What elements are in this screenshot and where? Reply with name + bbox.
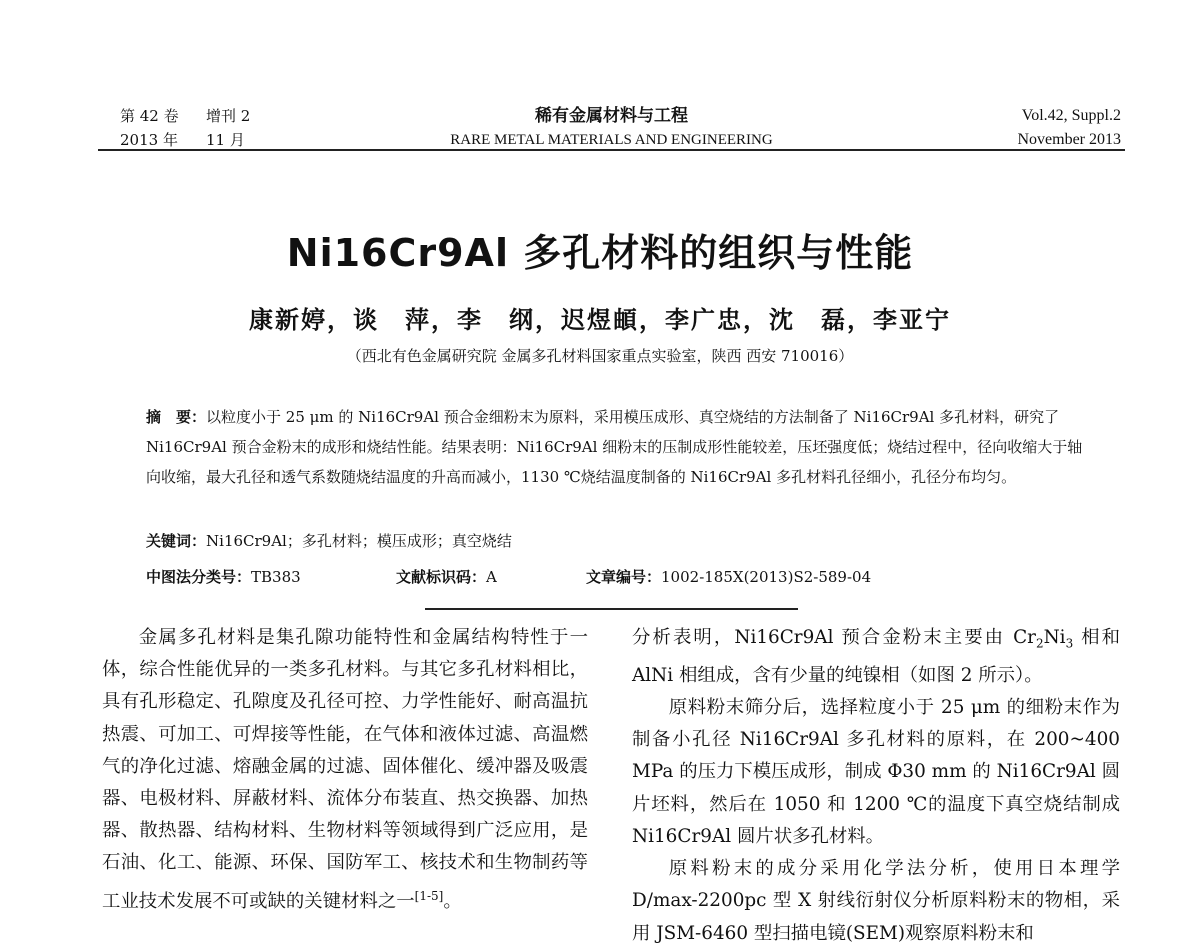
supplement: 增刊 2 (206, 107, 251, 125)
phase-analysis-paragraph (632, 622, 1120, 692)
citation: [1-5] (414, 888, 444, 903)
keywords (146, 530, 512, 551)
keywords-label: 关键词： (146, 532, 207, 550)
subscript-3: 3 (1065, 636, 1074, 651)
abstract-label: 摘 要： (146, 408, 207, 426)
journal-name-en: RARE METAL MATERIALS AND ENGINEERING (450, 132, 773, 148)
doc-code-label: 文献标识码： (396, 568, 487, 586)
preparation-paragraph: 原料粉末筛分后，选择粒度小于 25 μm 的细粉末作为制备小孔径 Ni16Cr9Al 多孔材料的原料，在 200~400 MPa 的压力下模压成形，制成 Φ30 mm 的 Ni16Cr9Al 圆片坯料，然后在 1050 和 1200 ℃的温度下真空烧结制成 Ni16Cr9Al 圆片状多孔材料。 (632, 697, 1120, 847)
classification-codes (146, 566, 1046, 587)
journal-name (98, 104, 1125, 152)
body-column-left (102, 622, 588, 918)
clc-code: TB383 (251, 568, 301, 586)
methods-paragraph: 原料粉末的成分采用化学法分析，使用日本理学 D/max-2200pc 型 X 射线衍射仪分析原料粉末的物相，采用 JSM-6460 型扫描电镜(SEM)观察原料粉末和 (632, 858, 1120, 944)
abstract-separator (425, 608, 798, 610)
article-number-label: 文章编号： (586, 568, 662, 586)
running-header (98, 104, 1125, 150)
date-en: November 2013 (1017, 131, 1121, 148)
doc-code: A (486, 568, 497, 586)
abstract-text: 以粒度小于 25 μm 的 Ni16Cr9Al 预合金细粉末为原料，采用模压成形、真空烧结的方法制备了 Ni16Cr9Al 多孔材料，研究了 Ni16Cr9Al 预合金粉末的成形和烧结性能。结果表明：Ni16Cr9Al 细粉末的压制成形性能较差，压坯强度低；烧结过程中，径向收缩大于轴向收缩，最大孔径和透气系数随烧结温度的升高而减小，1130 ℃烧结温度制备的 Ni16Cr9Al 多孔材料孔径细小，孔径分布均匀。 (146, 408, 1083, 486)
clc-label: 中图法分类号： (146, 568, 252, 586)
journal-name-cn: 稀有金属材料与工程 (535, 106, 688, 126)
body-column-right (632, 622, 1120, 950)
intro-paragraph (102, 622, 588, 918)
subscript-2: 2 (1035, 636, 1044, 651)
affiliation: （西北有色金属研究院 金属多孔材料国家重点实验室，陕西 西安 710016） (346, 347, 854, 365)
intro-end: 。 (443, 890, 462, 912)
volume-en: Vol.42, Suppl.2 (1021, 107, 1121, 124)
article-number: 1002-185X(2013)S2-589-04 (661, 568, 872, 586)
abstract (146, 402, 1086, 492)
year: 2013 年 (120, 131, 178, 149)
volume: 第 42 卷 (120, 107, 179, 125)
author-list: 康新婷，谈 萍，李 纲，迟煜頔，李广忠，沈 磊，李亚宁 (249, 305, 951, 334)
month: 11 月 (206, 131, 245, 149)
intro-text: 金属多孔材料是集孔隙功能特性和金属结构特性于一体，综合性能优异的一类多孔材料。与其它多孔材料相比，具有孔形稳定、孔隙度及孔径可控、力学性能好、耐高温抗热震、可加工、可焊接等性能，在气体和液体过滤、高温燃气的净化过滤、熔融金属的过滤、固体催化、缓冲器及吸震器、电极材料、屏蔽材料、流体分布装直、热交换器、加热器、散热器、结构材料、生物材料等领域得到广泛应用，是石油、化工、能源、环保、国防军工、核技术和生物制药等工业技术发展不可或缺的关键材料之一 (102, 627, 588, 912)
phase-text-c: 相和 AlNi 相组成，含有少量的纯镍相（如图 2 所示）。 (632, 627, 1120, 686)
issue-info-en (1017, 104, 1121, 152)
phase-text-b: Ni (1043, 627, 1066, 648)
paper-title: Ni16Cr9Al 多孔材料的组织与性能 (286, 231, 914, 275)
keywords-text: Ni16Cr9Al；多孔材料；模压成形；真空烧结 (206, 532, 512, 550)
phase-text-a: 分析表明，Ni16Cr9Al 预合金粉末主要由 Cr (632, 627, 1036, 648)
header-rule (98, 149, 1125, 151)
